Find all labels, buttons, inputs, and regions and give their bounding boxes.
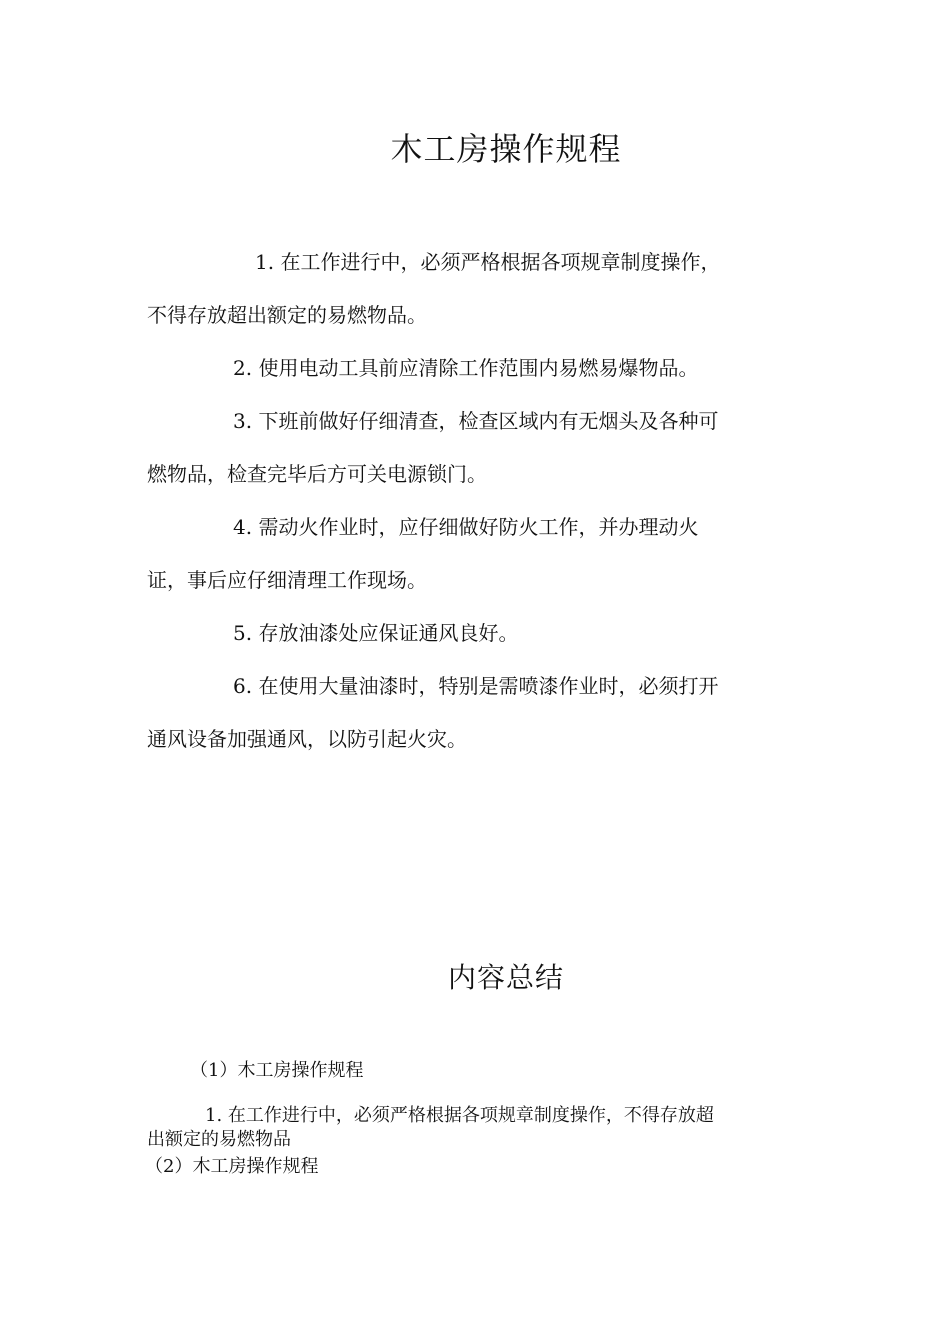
document-title: 木工房操作规程	[390, 130, 622, 168]
summary-item-1-text-line-2: 出额定的易燃物品	[147, 1129, 291, 1150]
summary-item-2-heading: （2）木工房操作规程	[145, 1156, 319, 1177]
rule-1-line-2: 不得存放超出额定的易燃物品。	[147, 303, 427, 327]
rule-6-line-1: 6. 在使用大量油漆时，特别是需喷漆作业时，必须打开	[233, 674, 719, 698]
summary-item-1-text-line-1: 1. 在工作进行中，必须严格根据各项规章制度操作，不得存放超	[205, 1105, 714, 1126]
rule-5-line-1: 5. 存放油漆处应保证通风良好。	[233, 621, 519, 645]
rule-4-line-2: 证，事后应仔细清理工作现场。	[147, 568, 427, 592]
rules-list	[147, 236, 797, 766]
rule-3-line-2: 燃物品，检查完毕后方可关电源锁门。	[147, 462, 487, 486]
rule-1-line-1: 1. 在工作进行中，必须严格根据各项规章制度操作，	[255, 250, 721, 274]
rule-2-line-1: 2. 使用电动工具前应清除工作范围内易燃易爆物品。	[233, 356, 699, 380]
summary-item-1-text	[147, 1104, 807, 1152]
summary-item-1-heading: （1）木工房操作规程	[190, 1060, 364, 1081]
rule-3-line-1: 3. 下班前做好仔细清查，检查区域内有无烟头及各种可	[233, 409, 719, 433]
rule-6-line-2: 通风设备加强通风，以防引起火灾。	[147, 727, 467, 751]
rule-4-line-1: 4. 需动火作业时，应仔细做好防火工作，并办理动火	[233, 515, 699, 539]
summary-title: 内容总结	[447, 961, 564, 994]
